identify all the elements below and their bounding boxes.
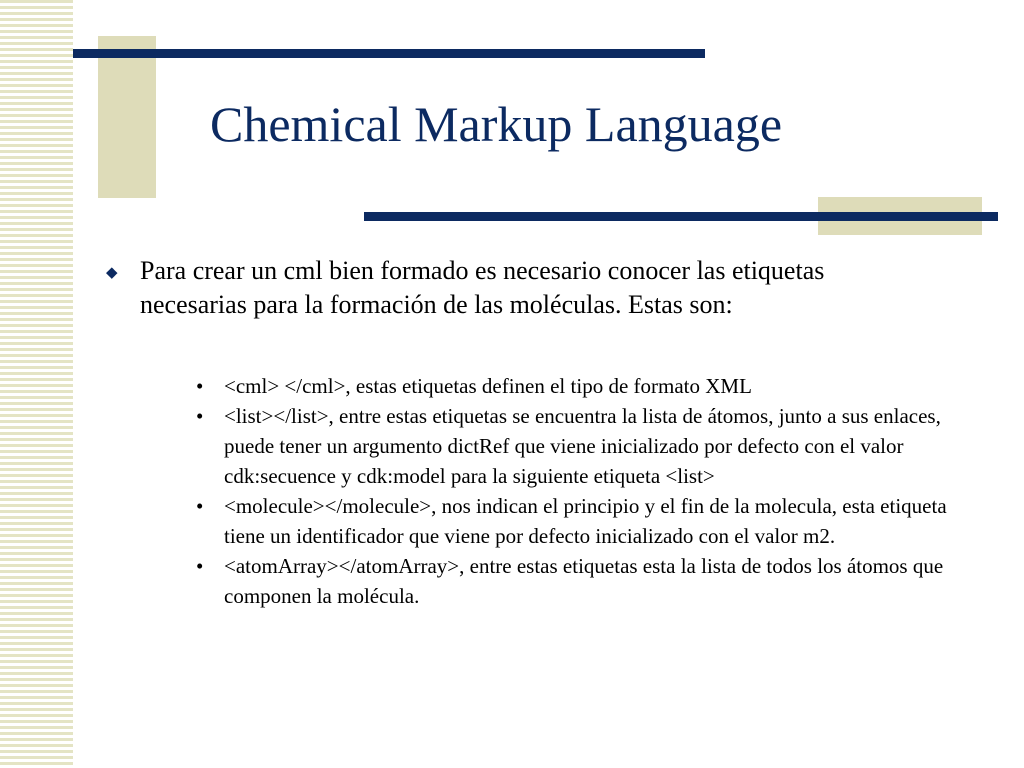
bottom-accent-line (364, 212, 998, 221)
list-item-text: <molecule></molecule>, nos indican el principio y el fin de la molecula, esta etiqueta tiene un identificador que viene por defecto inicializado con el valor m2. (224, 494, 947, 548)
list-item-text: <cml> </cml>, estas etiquetas definen el tipo de formato XML (224, 374, 752, 398)
list-item (196, 551, 966, 611)
dot-bullet-icon: • (196, 554, 204, 578)
list-item-text: <list></list>, entre estas etiquetas se encuentra la lista de átomos, junto a sus enlaces, puede tener un argumento dictRef que viene inicializado por defecto con el valor cdk:secuence y cdk:model para la siguiente etiqueta <list> (224, 404, 941, 488)
sub-bullet-list (196, 371, 966, 611)
list-item (196, 401, 966, 491)
dot-bullet-icon: • (196, 374, 204, 398)
top-accent-line (73, 49, 705, 58)
list-item (196, 491, 966, 551)
dot-bullet-icon: • (196, 404, 204, 428)
left-stripe-decoration (0, 0, 73, 768)
diamond-bullet-icon: ◆ (106, 265, 118, 281)
list-item (196, 371, 966, 401)
dot-bullet-icon: • (196, 494, 204, 518)
main-bullet-text: Para crear un cml bien formado es necesario conocer las etiquetas necesarias para la formación de las moléculas. Estas son: (140, 256, 825, 319)
top-accent-block (98, 36, 156, 198)
list-item-text: <atomArray></atomArray>, entre estas etiquetas esta la lista de todos los átomos que componen la molécula. (224, 554, 944, 608)
slide-title: Chemical Markup Language (210, 96, 783, 152)
